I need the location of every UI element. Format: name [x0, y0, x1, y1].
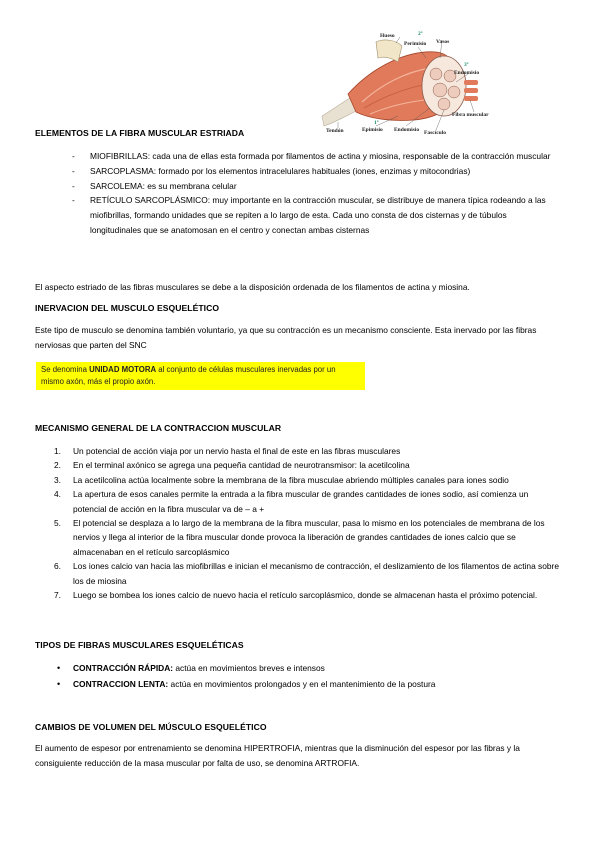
heading-inervacion: INERVACION DEL MUSCULO ESQUELÉTICO: [35, 303, 220, 313]
list-item-text: MIOFIBRILLAS: cada una de ellas esta formada por filamentos de actina y miosina, responsable de la contracción muscular: [90, 151, 551, 161]
inervacion-body: Este tipo de musculo se denomina también voluntario, ya que su contracción es un mecanismo consciente. Esta inervado por las fibras nerviosas que parten del SNC: [35, 325, 537, 350]
label-tendon: Tendón: [326, 128, 344, 134]
step-item: [54, 559, 560, 588]
list-item: [72, 149, 560, 164]
step-number: 1.: [54, 446, 61, 456]
mecanismo-steps: [54, 444, 560, 602]
label-endomisio-bottom: Endomisio: [394, 127, 420, 133]
list-marker: -: [72, 165, 75, 176]
heading-tipos: TIPOS DE FIBRAS MUSCULARES ESQUELÉTICAS: [35, 640, 244, 650]
step-item: [54, 588, 560, 602]
fiber-type-text: actúa en movimientos breves e intensos: [173, 663, 325, 673]
step-number: 6.: [54, 561, 61, 572]
step-text: La apertura de esos canales permite la entrada a la fibra muscular de grandes cantidades de iones sodio, así comienza un potencial de acción en la fibra muscular va de – a +: [73, 489, 529, 514]
step-number: 7.: [54, 590, 61, 601]
step-number: 3.: [54, 474, 61, 485]
heading-cambios: CAMBIOS DE VOLUMEN DEL MÚSCULO ESQUELÉTICO: [35, 722, 267, 732]
step-text: La acetilcolina actúa localmente sobre la membrana de la fibra musculae abriendo múltiples canales para iones sodio: [73, 474, 509, 485]
label-endomisio-top: Endomisio: [454, 70, 480, 76]
label-vasos: Vasos: [436, 39, 450, 45]
label-hueso: Hueso: [380, 33, 395, 39]
step-text: En el terminal axónico se agrega una pequeña cantidad de neurotransmisor: la acetilcolina: [73, 460, 410, 471]
step-item: [54, 516, 560, 559]
label-epimisio: Epimisio: [362, 127, 383, 133]
step-number: 2.: [54, 460, 61, 471]
list-item: [72, 164, 560, 179]
label-fasciculo: Fascículo: [424, 130, 446, 136]
fiber-type-label: CONTRACCION LENTA:: [73, 679, 169, 689]
muscle-anatomy-figure: [318, 28, 508, 138]
heading-mecanismo: MECANISMO GENERAL DE LA CONTRACCION MUSCULAR: [35, 423, 282, 433]
step-item: [54, 444, 560, 458]
label-num-3: 3º: [464, 62, 469, 68]
highlight-term: UNIDAD MOTORA: [89, 365, 157, 374]
cambios-body: El aumento de espesor por entrenamiento se denomina HIPERTROFIA, mientras que la disminución del espesor por las fibras y la consiguiente reducción de la masa muscular por falta de uso, se denomina ARTROFIA.: [35, 743, 520, 768]
list-item: [56, 676, 556, 692]
step-item: [54, 458, 560, 472]
list-item-text: SARCOLEMA: es su membrana celular: [90, 180, 237, 191]
step-text: Un potencial de acción viaja por un nervio hasta el final de este en las fibras musculares: [73, 446, 401, 456]
label-num-2: 2º: [418, 31, 423, 37]
list-item-text: SARCOPLASMA: formado por los elementos intracelulares habituales (iones, enzimas y mitocondrias): [90, 165, 471, 176]
heading-elementos: ELEMENTOS DE LA FIBRA MUSCULAR ESTRIADA: [35, 128, 245, 138]
step-text: Los iones calcio van hacia las miofibrillas e inician el mecanismo de contracción, el deslizamiento de los filamentos de actina sobre los de miosina: [73, 561, 559, 586]
list-marker: -: [72, 195, 75, 206]
step-number: 5.: [54, 518, 61, 529]
step-number: 4.: [54, 489, 61, 500]
step-item: [54, 473, 560, 487]
step-text: El potencial se desplaza a lo largo de la membrana de la fibra muscular, pasa lo mismo en los potenciales de membrana de los nervios y llega al interior de la fibra muscular donde provoca la liberación de grandes cantidades de iones calcio que se almacenaban en el retículo sarcoplásmico: [73, 518, 545, 557]
list-item: [72, 193, 560, 237]
tipos-list: [56, 660, 556, 692]
elementos-list: [72, 149, 560, 238]
label-fibra-muscular: Fibra muscular: [452, 112, 489, 118]
list-item-text: RETÍCULO SARCOPLÁSMICO: muy importante en la contracción muscular, se distribuye de manera típica rodeando a las miofibrillas, formando unidades que se repiten a lo largo de esta. Cada uno consta de dos cisternas y de túbulos longitudinales que se anatomosan en el centro y conectan ambas cisternas: [90, 195, 546, 235]
label-perimisio: Perimisio: [404, 41, 427, 47]
fiber-type-text: actúa en movimientos prolongados y en el mantenimiento de la postura: [168, 679, 436, 689]
highlight-unidad-motora: [36, 362, 365, 390]
step-item: [54, 487, 560, 516]
bullet-marker: •: [57, 679, 61, 689]
list-item: [72, 179, 560, 194]
muscle-diagram: [318, 28, 508, 138]
list-item: [56, 660, 556, 676]
highlight-post: al conjunto de células musculares inervadas por un mismo axón, más el propio axón.: [41, 365, 336, 386]
list-marker: -: [72, 151, 75, 161]
label-num-1: 1º: [374, 120, 379, 126]
bullet-marker: •: [57, 663, 61, 673]
fiber-type-label: CONTRACCIÓN RÁPIDA:: [73, 663, 174, 673]
note-estriado: El aspecto estriado de las fibras musculares se debe a la disposición ordenada de los filamentos de actina y miosina.: [35, 282, 470, 292]
step-text: Luego se bombea los iones calcio de nuevo hacia el retículo sarcoplásmico, donde se almacenan hasta el próximo potencial.: [73, 590, 538, 601]
list-marker: -: [72, 180, 75, 191]
highlight-pre: Se denomina: [41, 365, 90, 374]
